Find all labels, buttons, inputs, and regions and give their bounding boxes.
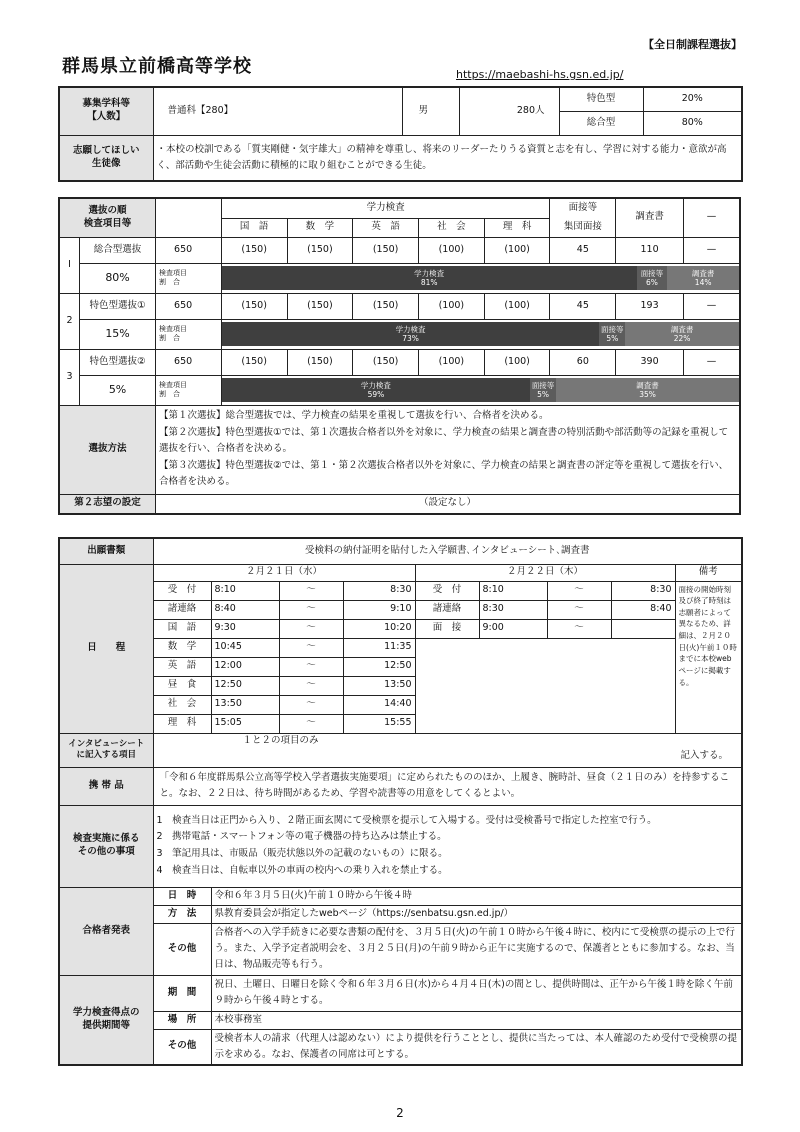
- day1-item: 昼 食: [153, 676, 211, 695]
- recruit-label: 募集学科等 【人数】: [59, 87, 153, 135]
- ratio-bar: [222, 266, 739, 290]
- tilde: ～: [547, 619, 611, 638]
- round-report: 110: [616, 237, 684, 263]
- selection-table: [58, 197, 741, 515]
- day2-start: 9:00: [479, 619, 547, 638]
- day2-end: 8:40: [611, 600, 675, 619]
- tilde: ～: [279, 619, 343, 638]
- interview-sheet-label: インタビューシート に記入する項目: [59, 733, 153, 767]
- round-score: (150): [353, 349, 419, 375]
- disclosure-value: 本校事務室: [211, 1011, 742, 1029]
- round-score: (150): [221, 237, 287, 263]
- ratio-segment: 学力検査 59%: [222, 378, 530, 402]
- day1-end: 12:50: [343, 657, 415, 676]
- exam-table: [58, 537, 743, 1066]
- round-interview: 45: [550, 293, 616, 319]
- round-score: (100): [484, 293, 550, 319]
- day2-end: [611, 619, 675, 638]
- round-score: (100): [418, 237, 484, 263]
- disclosure-key: 期 間: [153, 975, 211, 1011]
- selection-head: 選抜の順 検査項目等: [59, 198, 156, 237]
- round-number: 3: [59, 349, 80, 405]
- round-score: (150): [221, 293, 287, 319]
- method-label: 選抜方法: [59, 405, 156, 494]
- gender: 男: [402, 87, 459, 135]
- day1-end: 15:55: [343, 714, 415, 733]
- round-total: 650: [156, 293, 222, 319]
- day2-header: ２月２２日（木）: [415, 564, 675, 581]
- day1-item: 受 付: [153, 581, 211, 600]
- round-number: 2: [59, 293, 80, 349]
- docs-label: 出願書類: [59, 538, 153, 564]
- interview-label: 面接等: [550, 198, 616, 218]
- belongings-label: 携 帯 品: [59, 767, 153, 805]
- report-label: 調査書: [616, 198, 684, 237]
- method-text: 【第１次選抜】総合型選抜では、学力検査の結果を重視して選抜を行い、合格者を決める。 【第２次選抜】特色型選抜①では、第１次選抜合格者以外を対象に、学力検査の結果と調査書の特別活動や部活動等の記録を重視して選抜を行い、合格者を決める。 【第３次選抜】特色型選抜②では、第１・第２次選抜合格者以外を対象に、学力検査の結果と調査書の評定等を重視して選抜を行い、合格者を決める。: [156, 405, 740, 494]
- notes-item: 4 検査当日は、自転車以外の車両の校内への乗り入れを禁止する。: [156, 864, 448, 876]
- day1-end: 11:35: [343, 638, 415, 657]
- ratio-segment: 調査書 35%: [556, 378, 739, 402]
- tilde: ～: [279, 676, 343, 695]
- notes-list: [153, 805, 742, 887]
- disclosure-value: 受検者本人の請求（代理人は認めない）により提供を行うこととし、提供に当たっては、本人確認のため受付で受検票の提示を求める。なお、保護者の同席は可とする。: [211, 1029, 742, 1065]
- round-name: 総合型選抜: [80, 237, 156, 263]
- other-label: —: [683, 198, 740, 237]
- bar-label: 検査項目 割 合: [156, 319, 222, 349]
- section-badge: 【全日制課程選抜】: [643, 38, 742, 51]
- tilde: ～: [547, 581, 611, 600]
- announce-key: 方 法: [153, 905, 211, 923]
- type-pct: 20%: [643, 87, 742, 111]
- interview-sheet-text: １と２の項目のみ 記入する。: [153, 733, 742, 767]
- day1-item: 理 科: [153, 714, 211, 733]
- page-number: 2: [396, 1106, 404, 1120]
- ratio-bar: [222, 322, 739, 346]
- ratio-segment: 面接等 6%: [637, 266, 668, 290]
- day1-end: 8:30: [343, 581, 415, 600]
- day1-end: 10:20: [343, 619, 415, 638]
- round-score: (150): [353, 237, 419, 263]
- day1-item: 数 学: [153, 638, 211, 657]
- tilde: ～: [279, 657, 343, 676]
- day1-end: 14:40: [343, 695, 415, 714]
- round-score: (150): [287, 293, 353, 319]
- type-pct: 80%: [643, 111, 742, 135]
- tilde: ～: [547, 600, 611, 619]
- announce-key: その他: [153, 923, 211, 975]
- announce-value: 令和６年３月５日(火)午前１０時から午後４時: [211, 887, 742, 905]
- ratio-segment: 調査書 14%: [667, 266, 739, 290]
- ratio-segment: 面接等 5%: [599, 322, 625, 346]
- recruit-table: [58, 86, 743, 182]
- round-total: 650: [156, 349, 222, 375]
- round-pct: 80%: [80, 263, 156, 293]
- subject-header: 社 会: [418, 218, 484, 237]
- subject-header: 数 学: [287, 218, 353, 237]
- day1-start: 13:50: [211, 695, 279, 714]
- day1-item: 社 会: [153, 695, 211, 714]
- round-score: (150): [221, 349, 287, 375]
- count: 280人: [459, 87, 559, 135]
- round-total: 650: [156, 237, 222, 263]
- day2-item: 諸連絡: [415, 600, 479, 619]
- second-choice-label: 第２志望の設定: [59, 494, 156, 514]
- interview-sub: 集団面接: [550, 218, 616, 237]
- tilde: ～: [279, 638, 343, 657]
- schedule-note: 面接の開始時刻及び終了時刻は志願者によって異なるため、詳細は、２月２０日(火)午前１０時までに本校webページに掲載する。: [675, 581, 742, 733]
- desire-label: 志願してほしい 生徒像: [59, 135, 153, 181]
- day2-item: 受 付: [415, 581, 479, 600]
- round-report: 390: [616, 349, 684, 375]
- type-name: 総合型: [559, 111, 643, 135]
- day2-start: 8:30: [479, 600, 547, 619]
- notes-item: 3 筆記用具は、市販品（販売状態以外の記載のないもの）に限る。: [156, 848, 448, 859]
- day2-item: 面 接: [415, 619, 479, 638]
- day1-item: 諸連絡: [153, 600, 211, 619]
- academic-label: 学力検査: [221, 198, 550, 218]
- docs-text: 受検料の納付証明を貼付した入学願書､インタビューシート､調査書: [153, 538, 742, 564]
- belongings-text: 「令和６年度群馬県公立高等学校入学者選抜実施要項」に定められたもののほか、上履き、腕時計、昼食（２１日のみ）を持参すること。なお、２２日は、待ち時間があるため、学習や読書等の用意をしてくるとよい。: [153, 767, 742, 805]
- disclosure-label: 学力検査得点の 提供期間等: [59, 975, 153, 1065]
- notes-label: 検査実施に係る その他の事項: [59, 805, 153, 887]
- type-name: 特色型: [559, 87, 643, 111]
- round-interview: 60: [550, 349, 616, 375]
- announce-value: 県教育委員会が指定したwebページ（https://senbatsu.gsn.ed.jp/）: [211, 905, 742, 923]
- tilde: ～: [279, 581, 343, 600]
- day1-item: 英 語: [153, 657, 211, 676]
- subject-header: 国 語: [221, 218, 287, 237]
- bar-label: 検査項目 割 合: [156, 375, 222, 405]
- tilde: ～: [279, 695, 343, 714]
- round-other: —: [683, 349, 740, 375]
- round-other: —: [683, 237, 740, 263]
- notes-item: 1 検査当日は正門から入り、２階正面玄関にて受検票を提示して入場する。受付は受検番号で指定した控室で行う。: [156, 814, 657, 826]
- round-pct: 5%: [80, 375, 156, 405]
- day2-empty: [415, 638, 675, 733]
- ratio-segment: 調査書 22%: [625, 322, 739, 346]
- announce-label: 合格者発表: [59, 887, 153, 975]
- day1-start: 12:50: [211, 676, 279, 695]
- disclosure-key: その他: [153, 1029, 211, 1065]
- notes-item: 2 携帯電話・スマートフォン等の電子機器の持ち込みは禁止する。: [156, 831, 447, 843]
- day1-item: 国 語: [153, 619, 211, 638]
- disclosure-value: 祝日、土曜日、日曜日を除く令和６年３月６日(水)から４月４日(木)の間とし、提供時間は、正午から午後１時を除く午前９時から午後４時とする。: [211, 975, 742, 1011]
- round-score: (100): [484, 349, 550, 375]
- day1-start: 15:05: [211, 714, 279, 733]
- schedule-label: 日 程: [59, 564, 153, 733]
- round-score: (150): [353, 293, 419, 319]
- ratio-segment: 学力検査 81%: [222, 266, 637, 290]
- day2-end: 8:30: [611, 581, 675, 600]
- round-report: 193: [616, 293, 684, 319]
- round-interview: 45: [550, 237, 616, 263]
- second-choice-value: （設定なし）: [156, 494, 740, 514]
- day1-start: 10:45: [211, 638, 279, 657]
- day1-start: 8:40: [211, 600, 279, 619]
- announce-value: 合格者への入学手続きに必要な書類の配付を、３月５日(火)の午前１０時から午後４時に、校内にて受検票の提示の上で行う。また、入学予定者説明会を、３月２５日(月)の午前９時から正午に実施するので、保護者とともに参加する。なお、当日は、物品販売等も行う。: [211, 923, 742, 975]
- round-number: Ⅰ: [59, 237, 80, 293]
- round-name: 特色型選抜①: [80, 293, 156, 319]
- tilde: ～: [279, 600, 343, 619]
- tilde: ～: [279, 714, 343, 733]
- subject-header: 英 語: [353, 218, 419, 237]
- subject-header: 理 科: [484, 218, 550, 237]
- ratio-bar: [222, 378, 739, 402]
- desire-text: ・本校の校訓である「質実剛健・気宇雄大」の精神を尊重し、将来のリーダーたりうる資質と志を有し、学習に対する能力・意欲が高く、部活動や生徒会活動に積極的に取り組むことができる生徒。: [153, 135, 742, 181]
- round-score: (100): [484, 237, 550, 263]
- school-name: 群馬県立前橋高等学校: [62, 56, 252, 77]
- round-score: (100): [418, 293, 484, 319]
- ratio-segment: 面接等 5%: [530, 378, 556, 402]
- day1-start: 9:30: [211, 619, 279, 638]
- round-score: (150): [287, 349, 353, 375]
- day1-header: ２月２１日（水）: [153, 564, 415, 581]
- course: 普通科【280】: [153, 87, 402, 135]
- day2-start: 8:10: [479, 581, 547, 600]
- round-score: (100): [418, 349, 484, 375]
- note-label: 備考: [675, 564, 742, 581]
- round-pct: 15%: [80, 319, 156, 349]
- ratio-segment: 学力検査 73%: [222, 322, 600, 346]
- day1-end: 9:10: [343, 600, 415, 619]
- school-url[interactable]: https://maebashi-hs.gsn.ed.jp/: [456, 68, 624, 81]
- disclosure-key: 場 所: [153, 1011, 211, 1029]
- bar-label: 検査項目 割 合: [156, 263, 222, 293]
- day1-start: 12:00: [211, 657, 279, 676]
- day1-start: 8:10: [211, 581, 279, 600]
- announce-key: 日 時: [153, 887, 211, 905]
- round-name: 特色型選抜②: [80, 349, 156, 375]
- round-score: (150): [287, 237, 353, 263]
- day1-end: 13:50: [343, 676, 415, 695]
- round-other: —: [683, 293, 740, 319]
